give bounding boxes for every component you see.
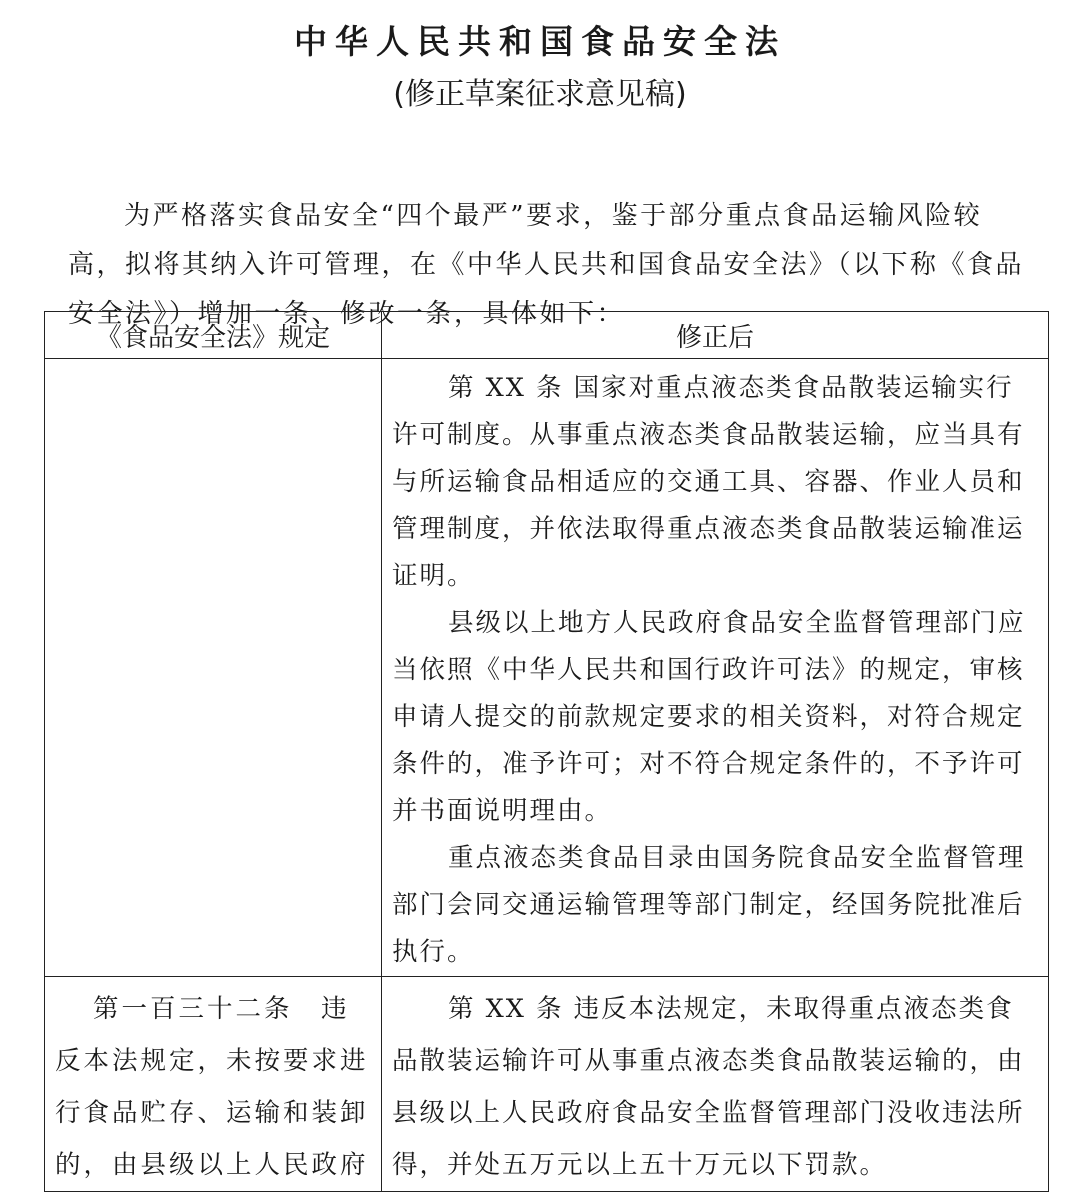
table-row (45, 977, 1049, 1192)
table-row (45, 359, 1049, 977)
revised-paragraph: 第 XX 条 国家对重点液态类食品散装运输实行许可制度。从事重点液态类食品散装运输，应当具有与所运输食品相适应的交通工具、容器、作业人员和管理制度，并依法取得重点液态类食品散装运输准运证明。 (392, 373, 1025, 591)
intro-paragraph: 为严格落实食品安全“四个最严”要求，鉴于部分重点食品运输风险较高，拟将其纳入许可管理，在《中华人民共和国食品安全法》（以下称《食品安全法》）增加一条、修改一条，具体如下： (68, 201, 1025, 329)
revised-cell (382, 359, 1049, 977)
header-original: 《食品安全法》规定 (45, 312, 382, 359)
comparison-table (44, 311, 1049, 1192)
table-header-row (45, 312, 1049, 359)
revised-paragraph: 第 XX 条 违反本法规定，未取得重点液态类食品散装运输许可从事重点液态类食品散装运输的，由县级以上人民政府食品安全监督管理部门没收违法所得，并处五万元以上五十万元以下罚款。 (392, 994, 1025, 1180)
document-subtitle: (修正草案征求意见稿) (393, 77, 687, 112)
revised-cell (382, 977, 1049, 1192)
revised-paragraph: 重点液态类食品目录由国务院食品安全监督管理部门会同交通运输管理等部门制定，经国务院批准后执行。 (392, 843, 1026, 967)
header-revised: 修正后 (382, 312, 1049, 359)
original-paragraph: 第一百三十二条 违反本法规定，未按要求进行食品贮存、运输和装卸的，由县级以上人民政府 (55, 994, 369, 1180)
revised-paragraph: 县级以上地方人民政府食品安全监督管理部门应当依照《中华人民共和国行政许可法》的规定，审核申请人提交的前款规定要求的相关资料，对符合规定条件的，准予许可；对不符合规定条件的，不予许可并书面说明理由。 (392, 608, 1026, 826)
document-title: 中华人民共和国食品安全法 (294, 22, 786, 61)
original-cell-empty (45, 359, 382, 977)
original-cell (45, 977, 382, 1192)
